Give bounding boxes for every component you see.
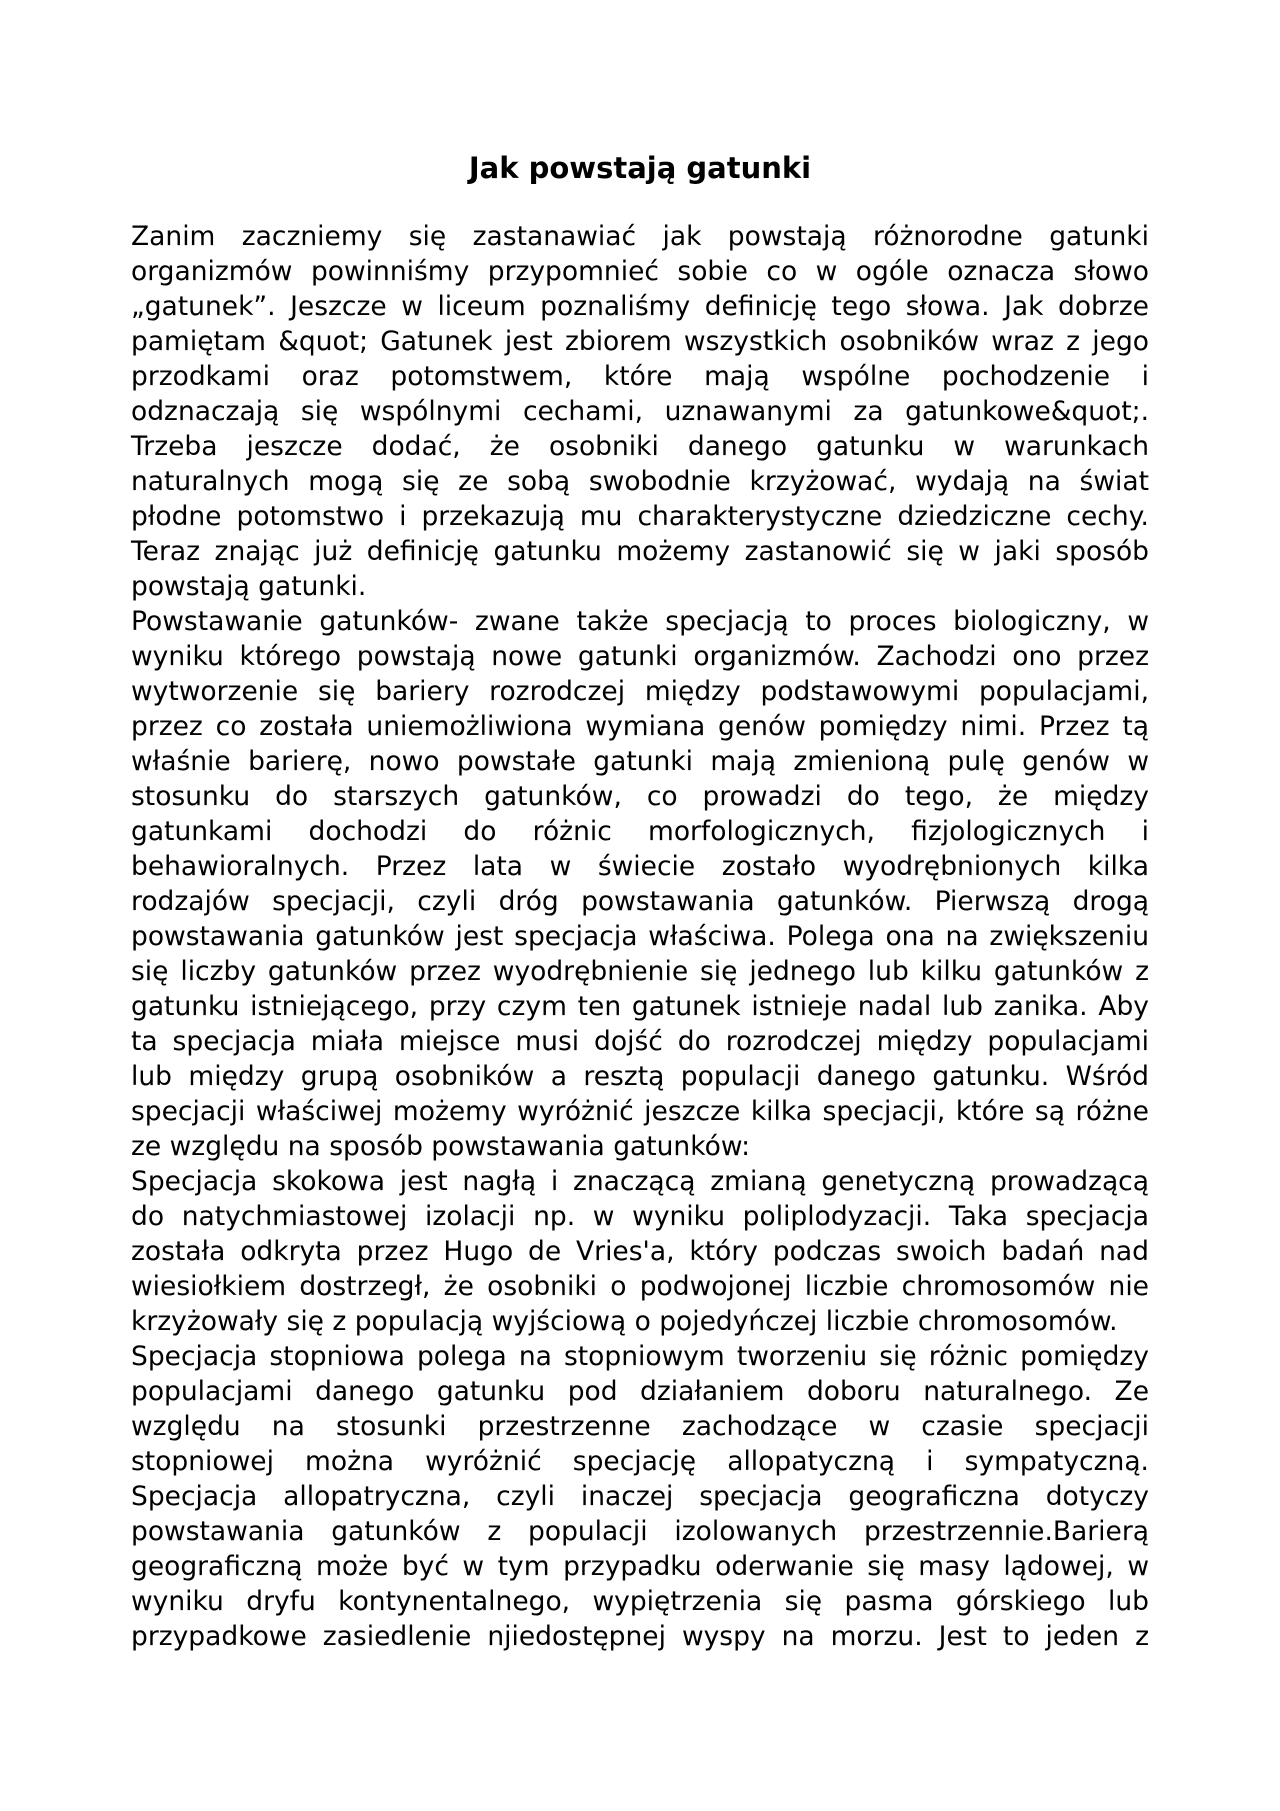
text-line: wiesiołkiem dostrzegł, że osobniki o podwojonej liczbie chromosomów nie <box>131 1271 1149 1302</box>
text-line: lub między grupą osobników a resztą populacji danego gatunku. Wśród <box>131 1061 1149 1092</box>
text-line: wyniku dryfu kontynentalnego, wypiętrzenia się pasma górskiego lub <box>131 1586 1149 1617</box>
text-line: została odkryta przez Hugo de Vries'a, który podczas swoich badań nad <box>131 1236 1149 1267</box>
text-line: przodkami oraz potomstwem, które mają wspólne pochodzenie i <box>131 361 1149 392</box>
text-line: populacjami danego gatunku pod działaniem doboru naturalnego. Ze <box>131 1376 1149 1407</box>
paragraph <box>131 219 1149 604</box>
text-line: ze względu na sposób powstawania gatunków: <box>131 1131 750 1162</box>
document-body <box>131 219 1149 1654</box>
text-line: właśnie barierę, nowo powstałe gatunki mają zmienioną pulę genów w <box>131 746 1149 777</box>
text-line: przez co została uniemożliwiona wymiana genów pomiędzy nimi. Przez tą <box>131 711 1149 742</box>
text-line: Powstawanie gatunków- zwane także specjacją to proces biologiczny, w <box>131 606 1149 637</box>
text-line: gatunku istniejącego, przy czym ten gatunek istnieje nadal lub zanika. Aby <box>131 991 1149 1022</box>
text-line: specjacji właściwej możemy wyróżnić jeszcze kilka specjacji, które są różne <box>131 1096 1149 1127</box>
text-line: wyniku którego powstają nowe gatunki organizmów. Zachodzi ono przez <box>131 641 1149 672</box>
text-line: krzyżowały się z populacją wyjściową o pojedyńczej liczbie chromosomów. <box>131 1306 1118 1337</box>
text-line: wytworzenie się bariery rozrodczej między podstawowymi populacjami, <box>131 676 1149 707</box>
text-line: stosunku do starszych gatunków, co prowadzi do tego, że między <box>131 781 1149 812</box>
text-line: „gatunek”. Jeszcze w liceum poznaliśmy definicję tego słowa. Jak dobrze <box>131 291 1149 322</box>
document-title: Jak powstają gatunki <box>468 151 812 185</box>
text-line: przypadkowe zasiedlenie njiedostępnej wyspy na morzu. Jest to jeden z <box>131 1621 1149 1652</box>
paragraph <box>131 1164 1149 1339</box>
text-line: organizmów powinniśmy przypomnieć sobie co w ogóle oznacza słowo <box>131 256 1149 287</box>
text-line: płodne potomstwo i przekazują mu charakterystyczne dziedziczne cechy. <box>131 501 1149 532</box>
text-line: Specjacja skokowa jest nagłą i znaczącą zmianą genetyczną prowadzącą <box>131 1166 1149 1197</box>
text-line: ta specjacja miała miejsce musi dojść do rozrodczej między populacjami <box>131 1026 1149 1057</box>
text-line: rodzajów specjacji, czyli dróg powstawania gatunków. Pierwszą drogą <box>131 886 1149 917</box>
text-line: behawioralnych. Przez lata w świecie zostało wyodrębnionych kilka <box>131 851 1149 882</box>
text-line: względu na stosunki przestrzenne zachodzące w czasie specjacji <box>131 1411 1149 1442</box>
text-line: do natychmiastowej izolacji np. w wyniku poliplodyzacji. Taka specjacja <box>131 1201 1149 1232</box>
text-line: Trzeba jeszcze dodać, że osobniki danego gatunku w warunkach <box>131 431 1149 462</box>
text-line: Teraz znając już definicję gatunku możemy zastanowić się w jaki sposób <box>131 536 1149 567</box>
text-line: naturalnych mogą się ze sobą swobodnie krzyżować, wydają na świat <box>131 466 1149 497</box>
text-line: powstawania gatunków jest specjacja właściwa. Polega ona na zwiększeniu <box>131 921 1149 952</box>
text-line: Specjacja allopatryczna, czyli inaczej specjacja geograficzna dotyczy <box>131 1481 1149 1512</box>
text-line: powstają gatunki. <box>131 571 367 602</box>
text-line: odznaczają się wspólnymi cechami, uznawanymi za gatunkowe&quot;. <box>131 396 1149 427</box>
text-line: się liczby gatunków przez wyodrębnienie się jednego lub kilku gatunków z <box>131 956 1149 987</box>
paragraph <box>131 604 1149 1164</box>
text-line: stopniowej można wyróżnić specjację allopatyczną i sympatyczną. <box>131 1446 1149 1477</box>
text-line: powstawania gatunków z populacji izolowanych przestrzennie.Barierą <box>131 1516 1149 1547</box>
text-line: Specjacja stopniowa polega na stopniowym tworzeniu się różnic pomiędzy <box>131 1341 1149 1372</box>
paragraph <box>131 1339 1149 1654</box>
text-line: Zanim zaczniemy się zastanawiać jak powstają różnorodne gatunki <box>131 221 1149 252</box>
text-line: geograficzną może być w tym przypadku oderwanie się masy lądowej, w <box>131 1551 1149 1582</box>
text-line: gatunkami dochodzi do różnic morfologicznych, fizjologicznych i <box>131 816 1149 847</box>
text-line: pamiętam &quot; Gatunek jest zbiorem wszystkich osobników wraz z jego <box>131 326 1149 357</box>
